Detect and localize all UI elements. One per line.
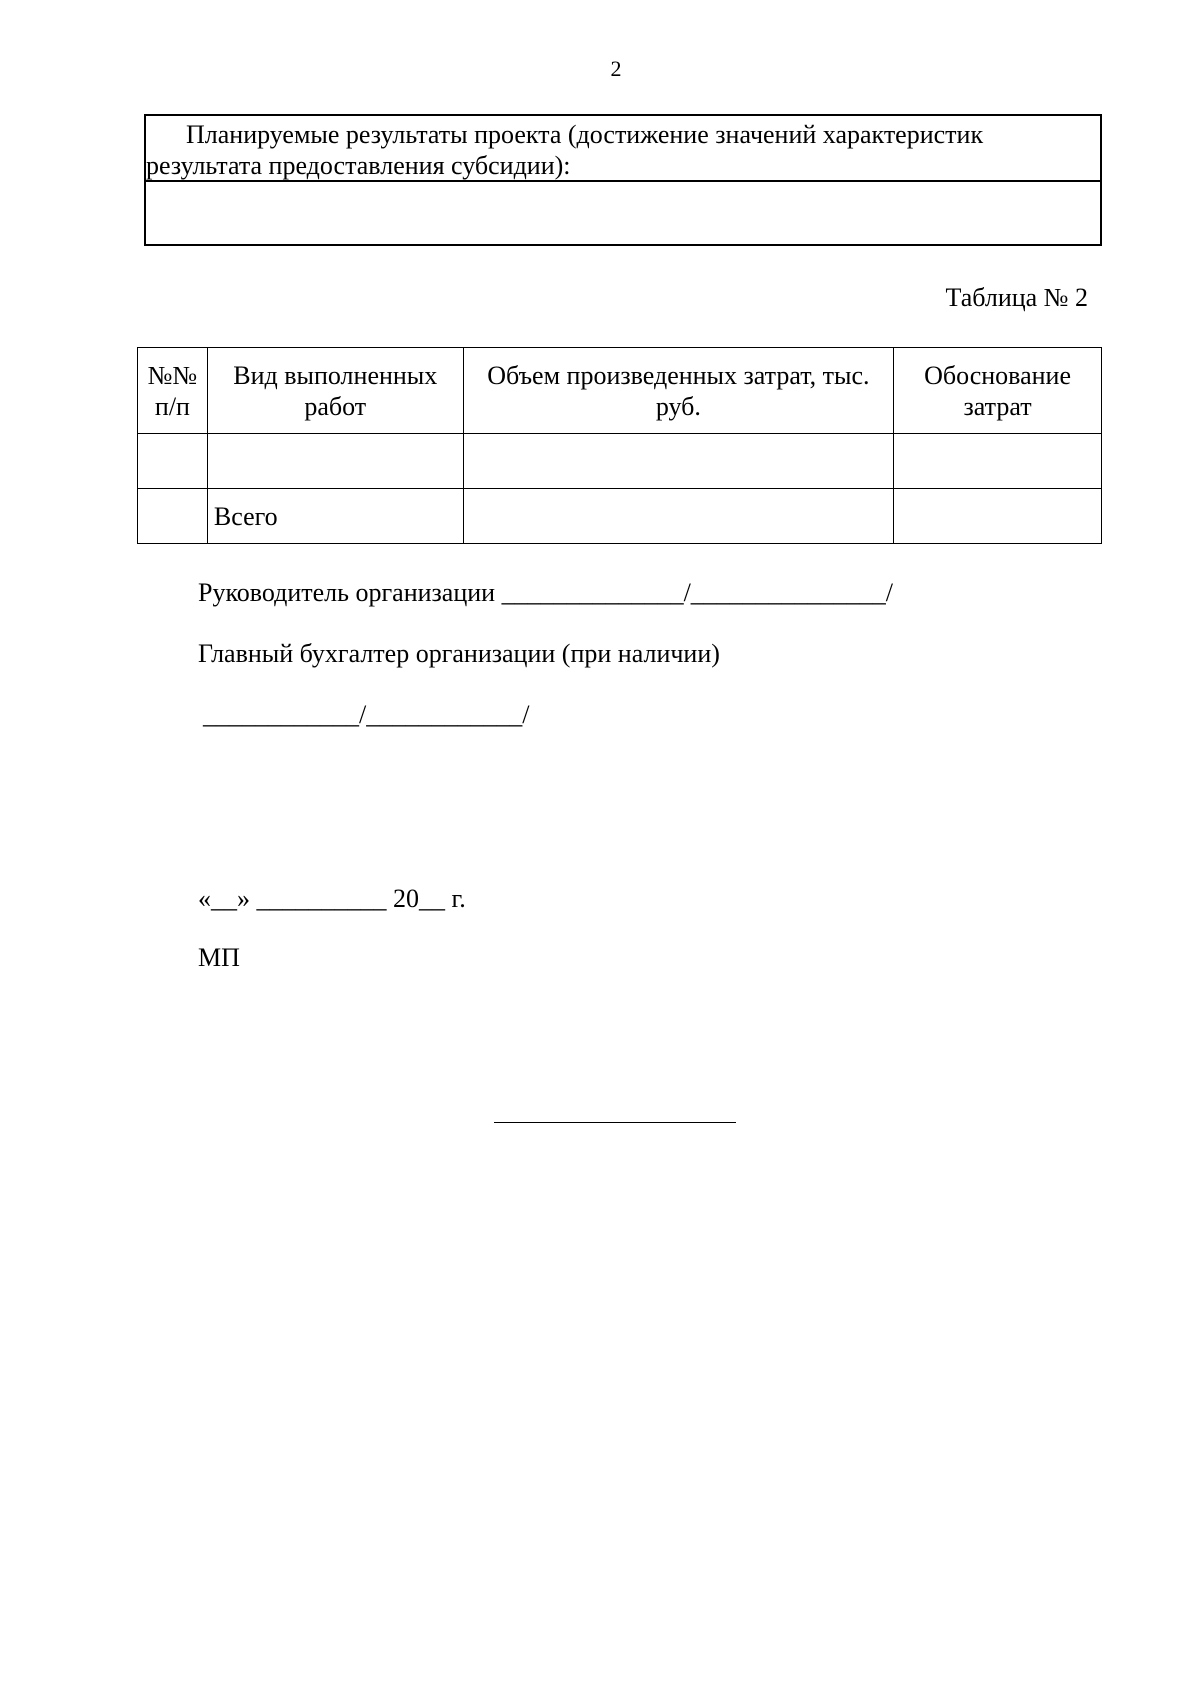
table-header-row (138, 348, 1102, 434)
head-signature-line: Руководитель организации ______________/_______________/ (198, 578, 894, 607)
table-cell (138, 489, 208, 544)
header-justification: Обоснование затрат (894, 348, 1102, 434)
header-number: №№ п/п (138, 348, 208, 434)
page-number: 2 (610, 56, 622, 81)
table-cell (207, 434, 463, 489)
table-cell (463, 434, 893, 489)
table-total-row (138, 489, 1102, 544)
costs-table (137, 347, 1102, 544)
chief-accountant-signature-line: ____________/____________/ (203, 700, 530, 729)
planned-results-box (144, 114, 1102, 246)
planned-results-heading (146, 116, 1100, 182)
table-cell (463, 489, 893, 544)
header-cost-amount: Объем произведенных затрат, тыс. руб. (463, 348, 893, 434)
table-cell (894, 434, 1102, 489)
stamp-mark: МП (198, 943, 240, 972)
table-caption: Таблица № 2 (945, 283, 1088, 312)
planned-results-text: Планируемые результаты проекта (достижение значений характеристик результата предоставления субсидии): (146, 120, 984, 180)
table-cell (894, 489, 1102, 544)
date-line: «__» __________ 20__ г. (198, 884, 466, 913)
total-label: Всего (207, 489, 463, 544)
end-divider (494, 1122, 736, 1123)
chief-accountant-label: Главный бухгалтер организации (при наличии) (198, 639, 720, 668)
header-work-type: Вид выполненных работ (207, 348, 463, 434)
table-row (138, 434, 1102, 489)
table-cell (138, 434, 208, 489)
